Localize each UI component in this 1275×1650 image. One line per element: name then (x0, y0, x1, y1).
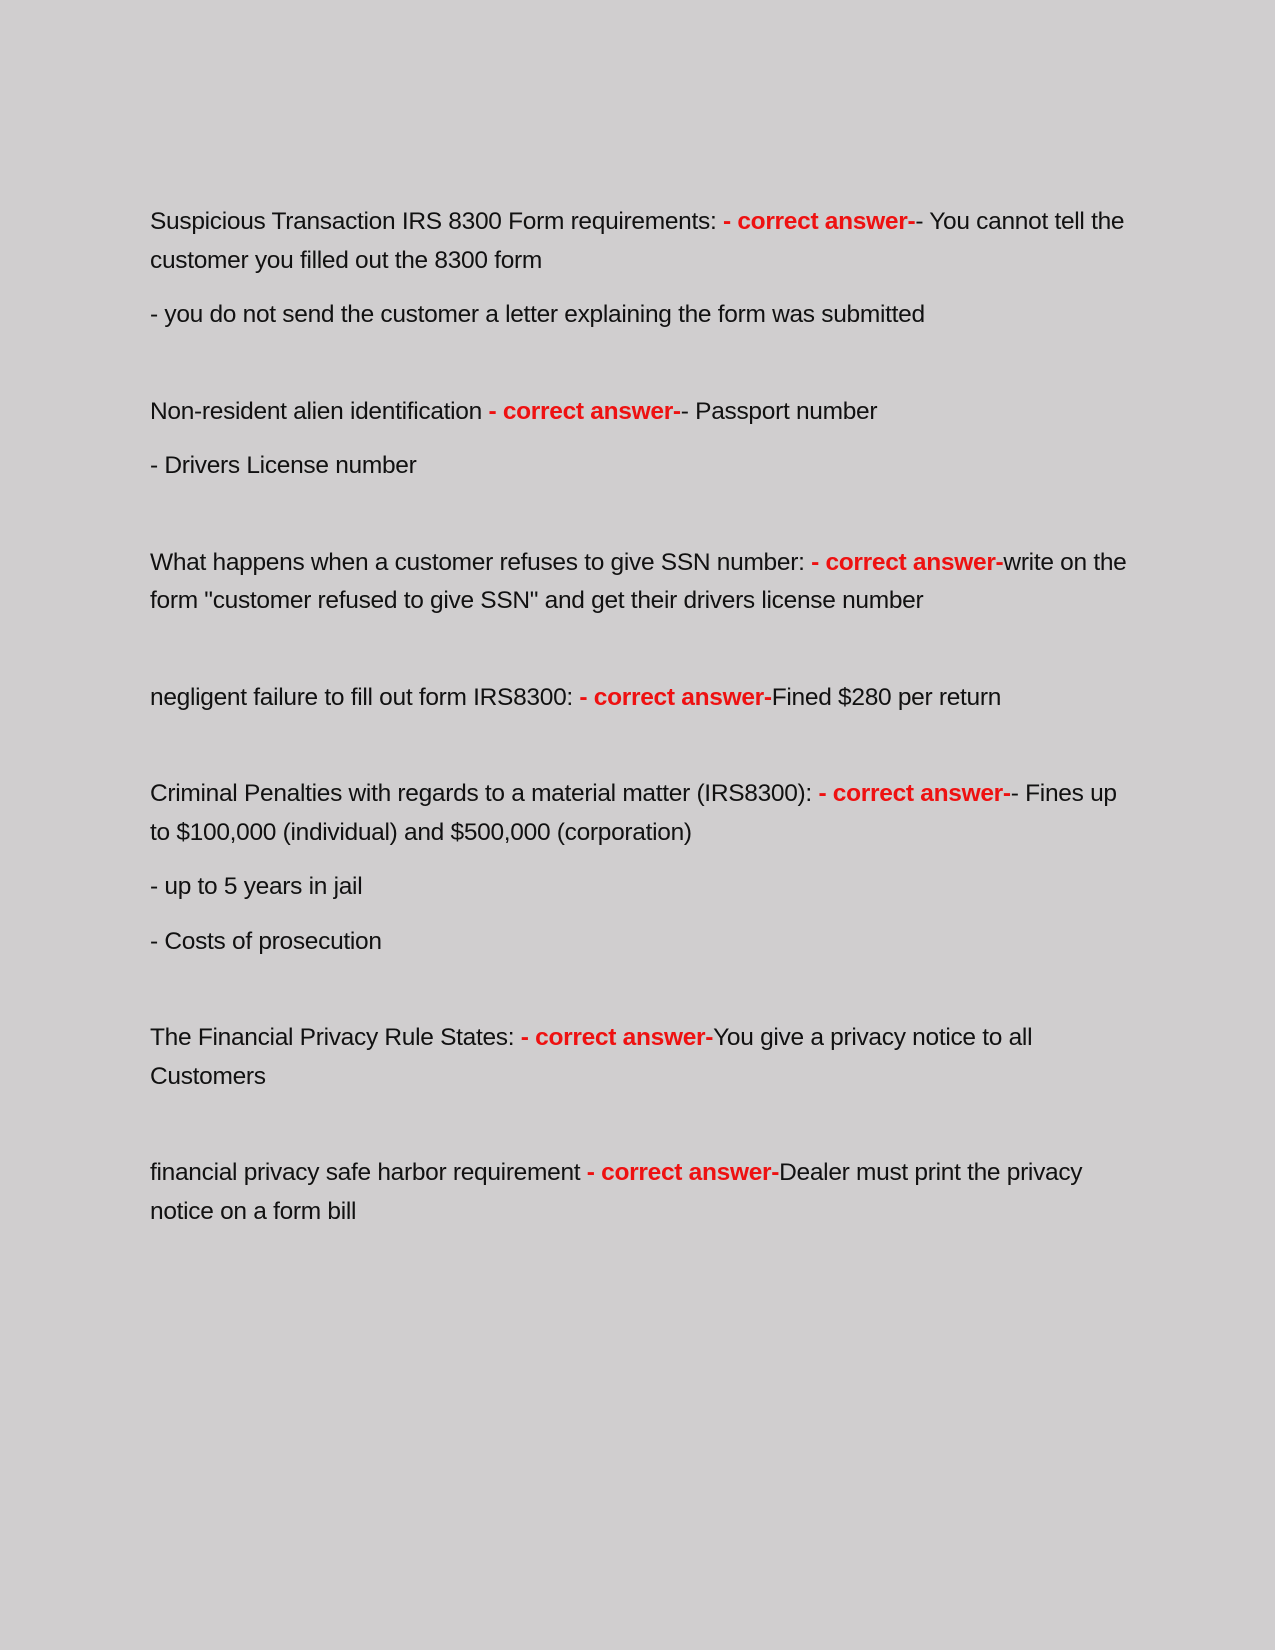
qa-line (150, 775, 1135, 852)
correct-answer-tag: - correct answer- (811, 548, 1004, 576)
qa-line (150, 1154, 1135, 1231)
correct-answer-tag: - correct answer- (586, 1159, 780, 1186)
document-page (150, 203, 1135, 1289)
answer-bullet: - you do not send the customer a letter explaining the form was submitted (150, 301, 925, 328)
question-text: Criminal Penalties with regards to a material matter (IRS8300): (150, 780, 819, 807)
answer-text: - Passport number (680, 397, 878, 425)
answer-bullet: - up to 5 years in jail (150, 873, 363, 900)
qa-line (150, 679, 1135, 718)
qa-line (150, 1019, 1135, 1096)
qa-item (150, 203, 1135, 335)
qa-line (150, 393, 1135, 432)
qa-line (150, 544, 1135, 621)
answer-text: Dealer must print the privacy notice on a form bill (150, 1159, 1083, 1225)
qa-item (150, 1154, 1135, 1231)
qa-item (150, 1019, 1135, 1096)
answer-text: You give a privacy notice to all Customers (150, 1024, 1033, 1090)
correct-answer-tag: - correct answer- (722, 208, 916, 235)
answer-bullet: - Costs of prosecution (150, 927, 382, 955)
qa-item (150, 544, 1135, 621)
question-text: What happens when a customer refuses to give SSN number: (150, 548, 812, 576)
correct-answer-tag: - correct answer- (579, 683, 772, 711)
correct-answer-tag: - correct answer- (520, 1024, 714, 1051)
correct-answer-tag: - correct answer- (488, 397, 681, 425)
question-text: Suspicious Transaction IRS 8300 Form requirements: (150, 208, 723, 235)
question-text: The Financial Privacy Rule States: (150, 1024, 521, 1051)
question-text: Non-resident alien identification (150, 397, 489, 425)
answer-text: - You cannot tell the customer you filled out the 8300 form (150, 208, 1125, 274)
qa-item (150, 775, 1135, 961)
correct-answer-tag: - correct answer- (818, 780, 1011, 807)
qa-item (150, 679, 1135, 718)
answer-text: Fined $280 per return (771, 683, 1002, 711)
question-text: negligent failure to fill out form IRS8300: (150, 683, 580, 711)
answer-text: - Fines up to $100,000 (individual) and $500,000 (corporation) (150, 780, 1117, 846)
qa-item (150, 393, 1135, 486)
question-text: financial privacy safe harbor requirement (150, 1159, 587, 1186)
answer-text: write on the form "customer refused to give SSN" and get their drivers license number (150, 548, 1127, 614)
answer-bullet: - Drivers License number (150, 452, 417, 479)
qa-line (150, 203, 1135, 280)
